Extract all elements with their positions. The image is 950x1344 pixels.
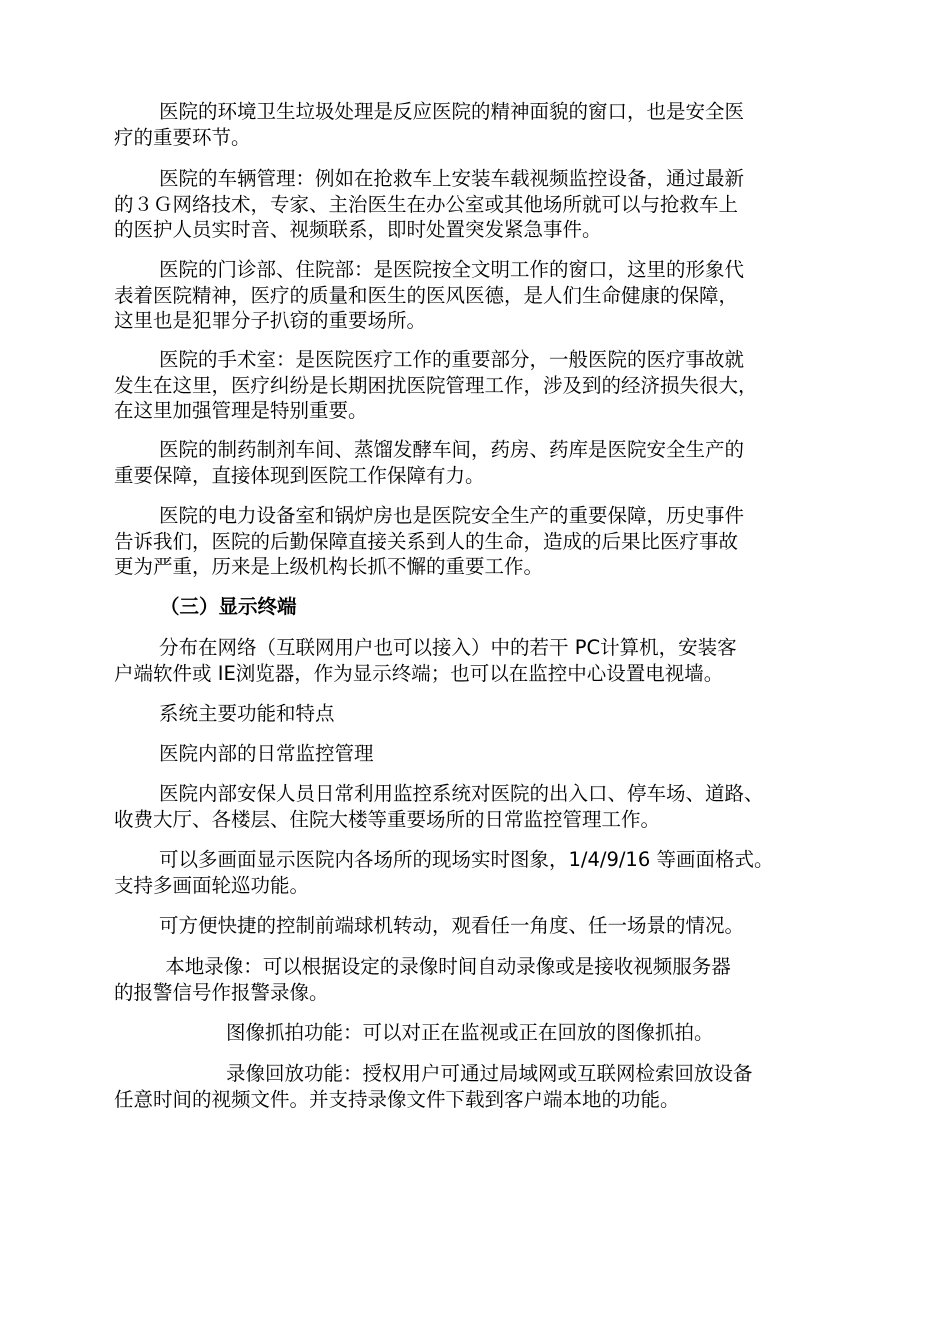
line: 本地录像：可以根据设定的录像时间自动录像或是接收视频服务器 [159,955,731,978]
line: 医院的电力设备室和锅炉房也是医院安全生产的重要保障，历史事件 [159,504,745,527]
line: 医院的车辆管理：例如在抢救车上安装车载视频监控设备，通过最新 [159,167,745,190]
line: 可方便快捷的控制前端球机转动，观看任一角度、任一场景的情况。 [159,914,745,937]
line: 医院的门诊部、住院部：是医院按全文明工作的窗口，这里的形象代 [159,258,745,281]
paragraph-environment [114,99,838,150]
paragraph-local-recording [114,954,838,1005]
line: 疗的重要环节。 [114,125,251,149]
line: 录像回放功能：授权用户可通过局域网或互联网检索回放设备 [226,1062,753,1085]
paragraph-surgery [114,347,838,424]
paragraph-vehicles [114,166,838,243]
line: 在这里加强管理是特别重要。 [114,399,368,422]
paragraph-power [114,503,838,580]
line: 医院的手术室：是医院医疗工作的重要部分，一般医院的医疗事故就 [159,348,745,371]
line: 医院内部安保人员日常利用监控系统对医院的出入口、停车场、道路、 [159,782,764,805]
line: 表着医院精神，医疗的质量和医生的医风医德，是人们生命健康的保障， [114,283,739,307]
line: 发生在这里，医疗纠纷是长期困扰医院管理工作，涉及到的经济损失很大， [114,373,758,397]
line: 支持多画面轮巡功能。 [114,873,310,897]
paragraph-ptz [114,913,838,939]
line: 告诉我们，医院的后勤保障直接关系到人的生命，造成的后果比医疗事故 [114,529,739,553]
line: 收费大厅、各楼层、住院大楼等重要场所的日常监控管理工作。 [114,807,661,831]
paragraph-playback [114,1061,838,1112]
line: 医院的制药制剂车间、蒸馏发酵车间，药房、药库是医院安全生产的 [159,438,745,461]
heading-text: （三）显示终端 [160,595,297,618]
line: 的报警信号作报警录像。 [114,980,329,1004]
line: 医院的环境卫生垃圾处理是反应医院的精神面貌的窗口，也是安全医 [159,100,745,123]
line: 这里也是犯罪分子扒窃的重要场所。 [114,309,427,332]
line: 户端软件或 IE浏览器，作为显示终端；也可以在监控中心设置电视墙。 [114,661,724,685]
line: 图像抓拍功能：可以对正在监视或正在回放的图像抓拍。 [226,1021,714,1044]
line: 医院内部的日常监控管理 [159,742,374,765]
line: 重要保障，直接体现到医院工作保障有力。 [114,463,485,487]
paragraph-pharmacy [114,437,838,488]
section-heading [160,594,660,620]
paragraph-terminals [114,635,838,686]
paragraph-snapshot [226,1020,838,1046]
line: 的３Ｇ网络技术，专家、主治医生在办公室或其他场所就可以与抢救车上 [114,192,739,216]
paragraph-features-title [114,701,838,727]
line: 可以多画面显示医院内各场所的现场实时图象，1/4/9/16 等画面格式。 [159,848,774,871]
line: 系统主要功能和特点 [159,702,335,725]
paragraph-daily-title [114,741,838,767]
line: 的医护人员实时音、视频联系，即时处置突发紧急事件。 [114,218,602,241]
paragraph-multiscreen [114,847,838,898]
paragraph-daily-desc [114,781,838,832]
line: 更为严重，历来是上级机构长抓不懈的重要工作。 [114,555,544,578]
paragraph-outpatient [114,257,838,334]
line: 任意时间的视频文件。并支持录像文件下载到客户端本地的功能。 [114,1087,680,1111]
line: 分布在网络（互联网用户也可以接入）中的若干 PC计算机，安装客 [159,636,737,659]
